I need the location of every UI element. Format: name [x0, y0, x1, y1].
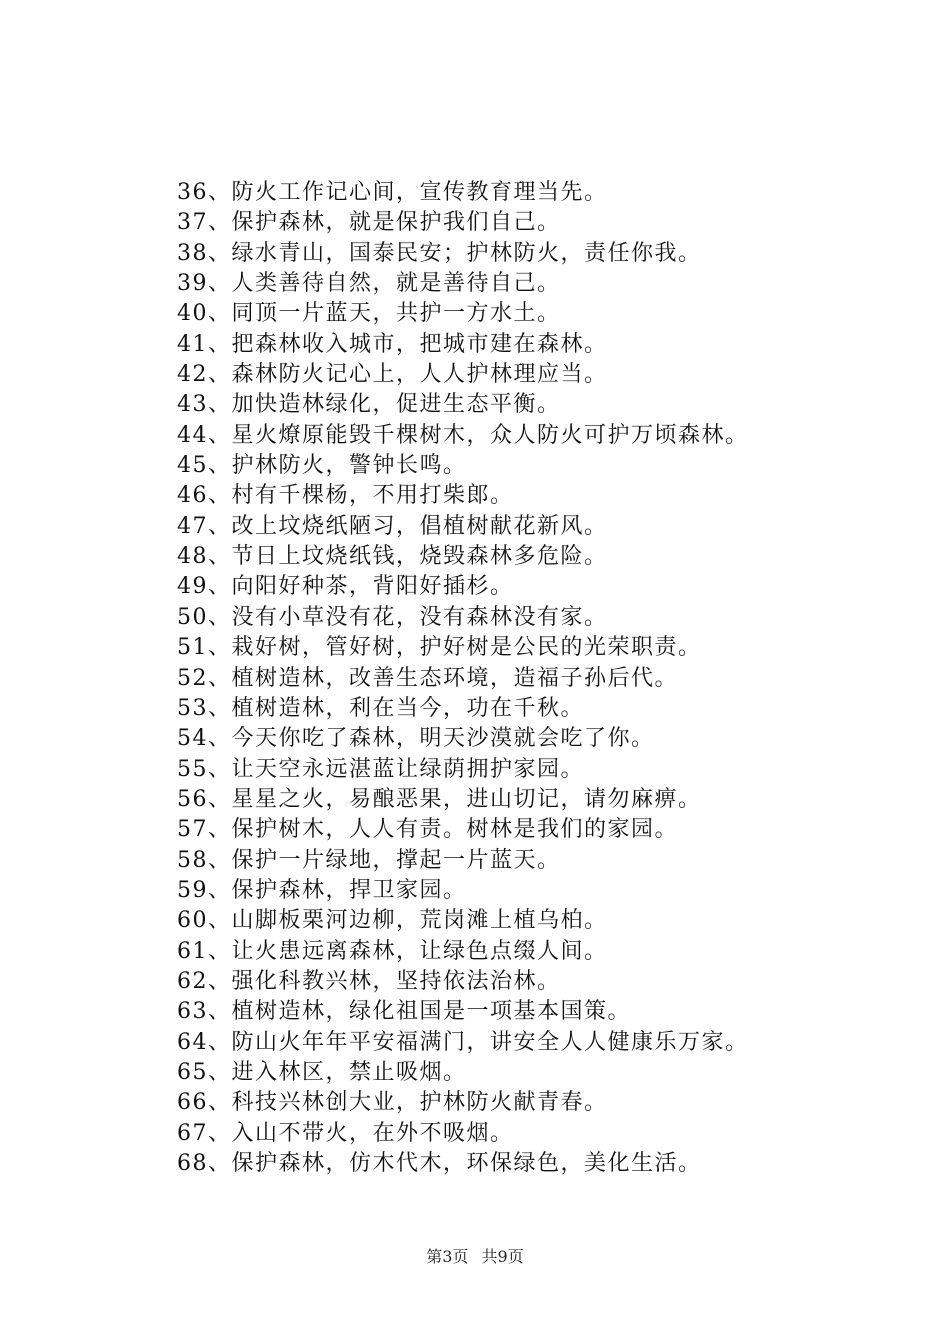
- list-item: 37、保护森林，就是保护我们自己。: [177, 210, 561, 236]
- list-item: 66、科技兴林创大业，护林防火献青春。: [177, 1090, 608, 1116]
- list-item: 59、保护森林，捍卫家园。: [177, 877, 467, 903]
- list-item: 63、植树造林，绿化祖国是一项基本国策。: [177, 999, 631, 1025]
- list-item: 58、保护一片绿地，撑起一片蓝天。: [177, 847, 561, 873]
- list-item: 55、让天空永远湛蓝让绿荫拥护家园。: [177, 756, 584, 782]
- page-total: 共9页: [481, 1247, 524, 1266]
- list-item: 47、改上坟烧纸陋习，倡植树献花新风。: [177, 513, 608, 539]
- list-item: 36、防火工作记心间，宣传教育理当先。: [177, 180, 608, 205]
- list-item: 50、没有小草没有花，没有森林没有家。: [177, 604, 608, 630]
- list-item: 42、森林防火记心上，人人护林理应当。: [177, 362, 608, 388]
- page-number: 第3页: [426, 1247, 469, 1266]
- list-item: 60、山脚板栗河边柳，荒岗滩上植乌柏。: [177, 908, 608, 934]
- list-item: 57、保护树木，人人有责。树林是我们的家园。: [177, 817, 678, 843]
- list-item: 43、加快造林绿化，促进生态平衡。: [177, 392, 561, 418]
- list-item: 41、把森林收入城市，把城市建在森林。: [177, 331, 608, 357]
- list-item: 62、强化科教兴林，坚持依法治林。: [177, 968, 561, 994]
- list-item: 54、今天你吃了森林，明天沙漠就会吃了你。: [177, 726, 655, 752]
- list-item: 53、植树造林，利在当今，功在千秋。: [177, 695, 584, 721]
- list-item: 49、向阳好种茶，背阳好插杉。: [177, 574, 514, 600]
- list-item: 40、同顶一片蓝天，共护一方水土。: [177, 301, 561, 327]
- list-item: 45、护林防火，警钟长鸣。: [177, 453, 467, 479]
- slogan-list: [177, 178, 749, 1179]
- list-item: 51、栽好树，管好树，护好树是公民的光荣职责。: [177, 635, 702, 661]
- list-item: 48、节日上坟烧纸钱，烧毁森林多危险。: [177, 544, 608, 570]
- list-item: 46、村有千棵杨，不用打柴郎。: [177, 483, 514, 509]
- list-item: 61、让火患远离森林，让绿色点缀人间。: [177, 938, 608, 964]
- list-item: 39、人类善待自然，就是善待自己。: [177, 271, 561, 297]
- list-item: 67、入山不带火，在外不吸烟。: [177, 1120, 514, 1146]
- page-footer: [0, 1244, 950, 1267]
- list-item: 38、绿水青山，国泰民安；护林防火，责任你我。: [177, 240, 702, 266]
- list-item: 68、保护森林，仿木代木，环保绿色，美化生活。: [177, 1151, 702, 1176]
- list-item: 52、植树造林，改善生态环境，造福子孙后代。: [177, 665, 678, 691]
- list-item: 44、星火燎原能毁千棵树木，众人防火可护万顷森林。: [177, 422, 749, 448]
- list-item: 65、进入林区，禁止吸烟。: [177, 1059, 467, 1085]
- list-item: 56、星星之火，易酿恶果，进山切记，请勿麻痹。: [177, 786, 702, 812]
- list-item: 64、防山火年年平安福满门，讲安全人人健康乐万家。: [177, 1029, 749, 1055]
